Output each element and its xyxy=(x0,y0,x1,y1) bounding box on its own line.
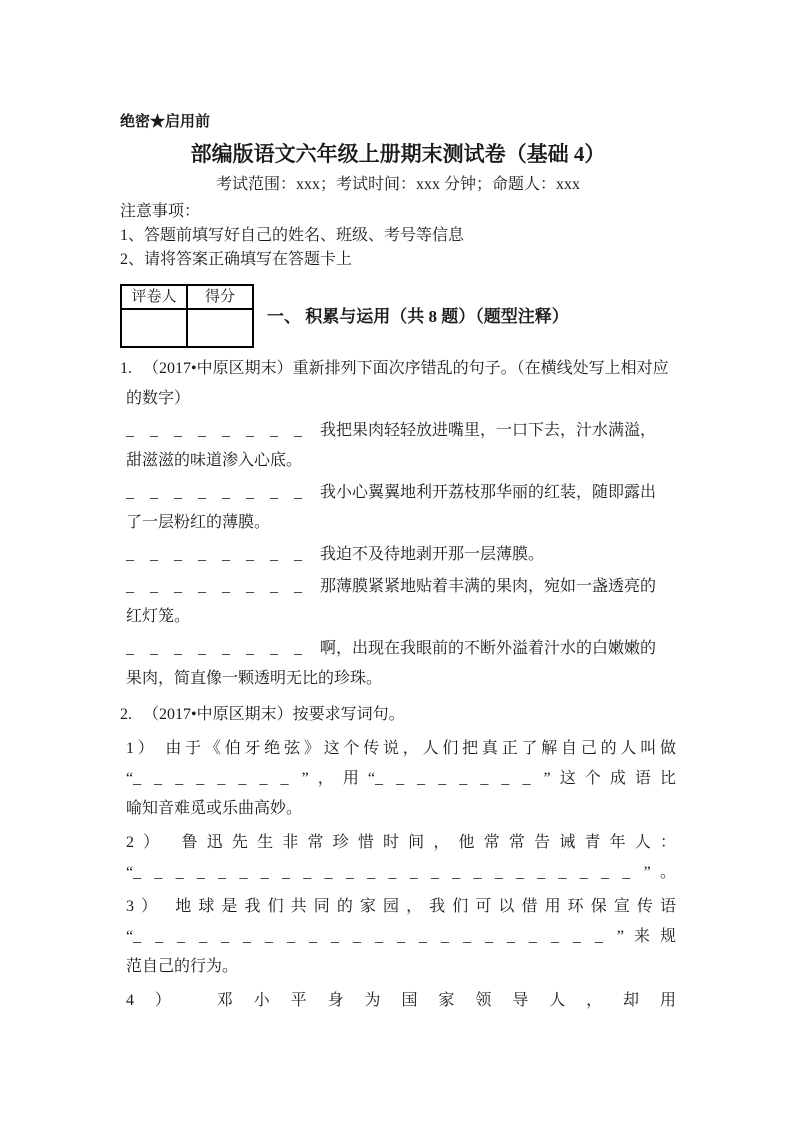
sentence-item-2 xyxy=(126,478,676,538)
score-table-reviewer-cell xyxy=(121,309,187,347)
question-2-head xyxy=(120,700,676,730)
subquestion-2-line-1: 2） 鲁迅先生非常珍惜时间，他常常告诫青年人： xyxy=(126,834,676,851)
score-section xyxy=(120,284,676,348)
answer-blank: _ _ _ _ _ _ _ _ xyxy=(126,578,308,595)
question-1-stem-line-2: 的数字） xyxy=(126,390,191,407)
question-2 xyxy=(120,700,676,1016)
sentence-item-1-line-2: 甜滋滋的味道渗入心底。 xyxy=(126,452,303,469)
sentence-item-2-line-2: 了一层粉红的薄膜。 xyxy=(126,514,271,531)
sentence-item-3-line-1 xyxy=(126,540,676,570)
sentence-item-4 xyxy=(126,572,676,632)
answer-blank: _ _ _ _ _ _ _ _ xyxy=(126,640,308,657)
score-table-header-row xyxy=(121,285,253,309)
sentence-item-3-text: 我迫不及待地剥开那一层薄膜。 xyxy=(320,546,545,563)
exam-info: 考试范围：xxx；考试时间：xxx 分钟；命题人：xxx xyxy=(215,176,580,193)
subquestion-3 xyxy=(126,892,676,982)
sentence-item-1-line-1 xyxy=(126,416,676,446)
question-1-stem-line-1: （2017•中原区期末）重新排列下面次序错乱的句子。（在横线处写上相对应 xyxy=(143,360,669,377)
question-2-body xyxy=(126,734,676,1016)
subquestion-1 xyxy=(126,734,676,824)
sentence-item-5-line-1 xyxy=(126,634,676,664)
question-1 xyxy=(120,354,676,694)
subquestion-1-line-2: “_ _ _ _ _ _ _ _ ”，用“_ _ _ _ _ _ _ _ ”这个成语比 xyxy=(126,770,676,787)
sentence-item-4-text: 那薄膜紧紧地贴着丰满的果肉，宛如一盏透亮的 xyxy=(320,578,657,595)
score-table xyxy=(120,284,254,348)
document-title: 部编版语文六年级上册期末测试卷（基础 4） xyxy=(190,142,606,166)
document-content xyxy=(120,112,676,1016)
question-1-body xyxy=(126,384,676,694)
sentence-item-4-line-2: 红灯笼。 xyxy=(126,608,191,625)
subquestion-3-line-2: “_ _ _ _ _ _ _ _ _ _ _ _ _ _ _ _ _ _ _ _ _ _ ”来规 xyxy=(126,928,676,945)
subquestion-3-line-1: 3） 地球是我们共同的家园，我们可以借用环保宣传语 xyxy=(126,898,676,915)
subquestion-4 xyxy=(126,986,676,1016)
sentence-item-1 xyxy=(126,416,676,476)
score-table-value-row xyxy=(121,309,253,347)
sentence-item-5-text: 啊，出现在我眼前的不断外溢着汁水的白嫩嫩的 xyxy=(320,640,657,657)
subquestion-2-line-2: “_ _ _ _ _ _ _ _ _ _ _ _ _ _ _ _ _ _ _ _ _ _ _ _ ”。 xyxy=(126,864,676,881)
score-table-header-reviewer: 评卷人 xyxy=(121,285,187,309)
section-heading: 一、 积累与运用（共 8 题）（题型注释） xyxy=(267,307,569,326)
question-2-number: 2. xyxy=(120,706,132,723)
sentence-item-2-line-1 xyxy=(126,478,676,508)
subquestion-1-line-3: 喻知音难觅或乐曲高妙。 xyxy=(126,800,303,817)
sentence-item-5-line-2: 果肉，简直像一颗透明无比的珍珠。 xyxy=(126,670,383,687)
sentence-item-4-line-1 xyxy=(126,572,676,602)
answer-blank: _ _ _ _ _ _ _ _ xyxy=(126,484,308,501)
answer-blank: _ _ _ _ _ _ _ _ xyxy=(126,546,308,563)
score-table-score-cell xyxy=(187,309,253,347)
classification-label: 绝密★启用前 xyxy=(120,114,211,130)
sentence-item-2-text: 我小心翼翼地利开荔枝那华丽的红装，随即露出 xyxy=(320,484,657,501)
notice-heading: 注意事项： xyxy=(120,203,201,220)
question-1-number: 1. xyxy=(120,360,132,377)
answer-blank: _ _ _ _ _ _ _ _ xyxy=(126,422,308,439)
score-table-header-score: 得分 xyxy=(187,285,253,309)
sentence-item-3 xyxy=(126,540,676,570)
sentence-item-5 xyxy=(126,634,676,694)
question-2-stem: （2017•中原区期末）按要求写词句。 xyxy=(143,706,405,723)
subquestion-2 xyxy=(126,828,676,888)
subquestion-1-line-1: 1） 由于《伯牙绝弦》这个传说，人们把真正了解自己的人叫做 xyxy=(126,740,676,757)
question-1-head xyxy=(120,354,676,384)
subquestion-4-line-1: 4） 邓小平身为国家领导人，却用 xyxy=(126,992,676,1009)
sentence-item-1-text: 我把果肉轻轻放进嘴里，一口下去，汁水满溢， xyxy=(320,422,657,439)
notice-item-2: 2、请将答案正确填写在答题卡上 xyxy=(120,251,353,268)
notice-item-1: 1、答题前填写好自己的姓名、班级、考号等信息 xyxy=(120,227,465,244)
subquestion-3-line-3: 范自己的行为。 xyxy=(126,958,239,975)
